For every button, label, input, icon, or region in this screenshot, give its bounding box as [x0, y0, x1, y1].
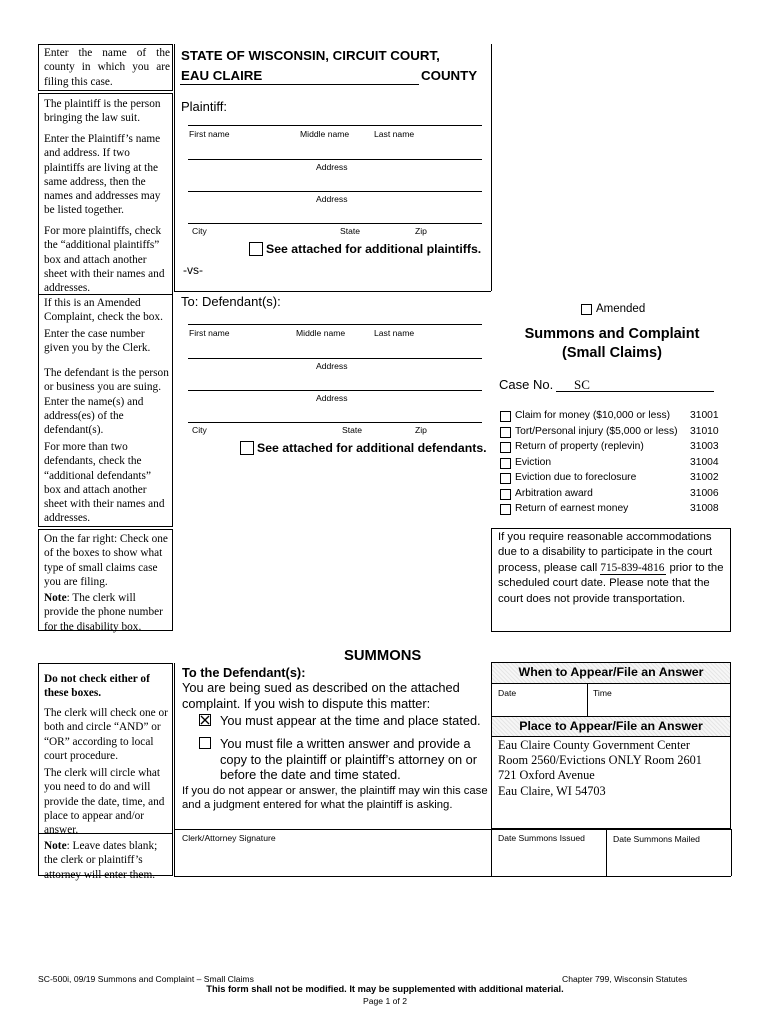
signature-far-right-border — [731, 829, 732, 876]
header-right-border — [491, 44, 492, 291]
defendant-address-label-1: Address — [316, 361, 348, 371]
county-underline — [180, 84, 419, 85]
defendant-address-label-2: Address — [316, 393, 348, 403]
plaintiff-heading: Plaintiff: — [181, 99, 228, 114]
date-issued-label: Date Summons Issued — [498, 833, 585, 843]
defendant-first-name-label: First name — [189, 328, 230, 338]
summons-left-border — [174, 663, 175, 876]
statute: Chapter 799, Wisconsin Statutes — [562, 974, 688, 984]
case-type-checkbox[interactable] — [500, 411, 511, 422]
defendant-city-label: City — [192, 425, 207, 435]
case-type-label: Arbitration award — [515, 487, 593, 499]
amended-checkbox[interactable] — [581, 304, 592, 315]
date-mailed-label: Date Summons Mailed — [613, 834, 700, 844]
form-title-line2: (Small Claims) — [562, 345, 662, 361]
answer-option-label: You must file a written answer and provide a copy to the plaintiff or plaintiff’s attorney on or before the date and time stated. — [220, 736, 478, 782]
plaintiff-city-line[interactable] — [188, 223, 482, 224]
place-heading-divider — [491, 736, 731, 737]
case-type-checkbox[interactable] — [500, 442, 511, 453]
appear-option-checkbox[interactable] — [199, 714, 211, 726]
defendant-address-line-2[interactable] — [188, 390, 482, 391]
instruction-far-right: On the far right: Check one of the boxes to show what type of small claims case you are filing. — [44, 533, 168, 588]
case-type-label: Claim for money ($10,000 or less) — [515, 410, 671, 421]
appear-option-label: You must appear at the time and place stated. — [220, 713, 481, 728]
defendant-middle-name-label: Middle name — [296, 328, 346, 338]
plaintiff-city-label: City — [192, 226, 207, 236]
plaintiff-first-name-label: First name — [189, 129, 230, 139]
place-address-line: 721 Oxford Avenue — [498, 768, 595, 783]
instruction-clerk-circle: The clerk will circle what you need to do and will provide the date, time, and place to appear and/or answer. — [44, 767, 165, 837]
instruction-note-dates — [44, 839, 170, 882]
case-type-code: 31002 — [690, 472, 719, 483]
signature-right-border — [491, 829, 492, 876]
place-address — [498, 738, 730, 799]
date-time-divider — [587, 683, 588, 716]
plaintiff-address-label-1: Address — [316, 162, 348, 172]
case-type-code: 31006 — [690, 487, 719, 499]
summons-heading: SUMMONS — [344, 648, 422, 664]
when-heading: When to Appear/File an Answer — [518, 665, 704, 679]
accommodation-text-2: prior to the scheduled court date. Please note that the court does not provide transportation. — [498, 561, 724, 605]
instruction-county: Enter the name of the county in which you are filing this case. — [44, 47, 170, 88]
place-address-line: Eau Claire, WI 54703 — [498, 783, 606, 798]
note-dates-text: : Leave dates blank; the clerk or plaintiff’s attorney will enter them. — [44, 840, 158, 881]
plaintiff-address-label-2: Address — [316, 194, 348, 204]
to-defendants-heading: To the Defendant(s): — [182, 665, 306, 680]
court-title: STATE OF WISCONSIN, CIRCUIT COURT, — [181, 48, 440, 63]
case-type-label: Eviction due to foreclosure — [515, 472, 637, 483]
signature-label: Clerk/Attorney Signature — [182, 833, 276, 843]
instruction-note-phone — [44, 591, 170, 634]
case-type-label: Tort/Personal injury ($5,000 or less) — [515, 425, 678, 437]
defendant-last-name-label: Last name — [374, 328, 415, 338]
defendant-heading: To: Defendant(s): — [181, 294, 281, 309]
case-type-code: 31003 — [690, 441, 719, 452]
instruction-case-number: Enter the case number given you by the Clerk. — [44, 328, 151, 355]
case-no-value[interactable]: SC — [574, 377, 590, 392]
amended-label: Amended — [596, 303, 646, 315]
county-name: EAU CLAIRE — [181, 68, 263, 83]
note-phone-text: : The clerk will provide the phone number for the disability box. — [44, 592, 163, 633]
plaintiff-zip-label: Zip — [415, 226, 427, 236]
defendant-address-line-1[interactable] — [188, 358, 482, 359]
place-address-line: Eau Claire County Government Center — [498, 738, 690, 752]
defendant-zip-label: Zip — [415, 425, 427, 435]
case-type-code: 31008 — [690, 503, 719, 514]
instruction-clerk-check: The clerk will check one or both and circle “AND” or “OR” according to local court procedure. — [44, 707, 168, 762]
instruction-divider — [38, 294, 173, 295]
case-type-checkbox[interactable] — [500, 504, 511, 515]
instruction-plaintiff-3: For more plaintiffs, check the “additional plaintiffs” box and attach another sheet with their names and addresses. — [44, 225, 165, 295]
checkmark-x-icon — [200, 715, 210, 725]
vs-label: -vs- — [183, 263, 203, 277]
signature-bottom-line — [174, 876, 731, 877]
summons-warning: If you do not appear or answer, the plaintiff may win this case and a judgment entered for what the plaintiff is asking. — [182, 785, 488, 811]
case-type-code: 31001 — [690, 410, 719, 421]
plaintiff-address-line-2[interactable] — [188, 191, 482, 192]
defendant-state-label: State — [342, 425, 363, 435]
case-type-code: 31004 — [690, 456, 719, 468]
instruction-amended: If this is an Amended Complaint, check the box. — [44, 297, 163, 324]
case-no-underline — [556, 391, 714, 392]
page-number: Page 1 of 2 — [363, 996, 407, 1006]
case-type-label: Return of earnest money — [515, 503, 629, 514]
note-dates-label: Note — [44, 840, 67, 852]
case-type-checkbox[interactable] — [500, 458, 511, 469]
plaintiff-state-label: State — [340, 226, 361, 236]
when-heading-divider — [491, 683, 731, 684]
plaintiff-last-name-label: Last name — [374, 129, 415, 139]
instruction-defendant-1: The defendant is the person or business you are suing. Enter the name(s) and address(es) of the defendant(s). — [44, 367, 169, 437]
case-type-checkbox[interactable] — [500, 427, 511, 438]
defendant-section-divider — [174, 291, 491, 292]
defendant-name-line[interactable] — [188, 324, 482, 325]
instruction-plaintiff-1: The plaintiff is the person bringing the law suit. — [44, 98, 161, 125]
additional-defendants-label: See attached for additional defendants. — [257, 441, 487, 455]
additional-defendants-checkbox[interactable] — [240, 441, 254, 455]
disability-phone[interactable]: 715-839-4816 — [600, 561, 665, 574]
signature-top-line — [174, 829, 731, 830]
answer-option-checkbox[interactable] — [199, 737, 211, 749]
accommodation-text-1: If you require reasonable accommodations due to a disability to participate in the court process, please call — [498, 531, 713, 574]
being-sued-text: You are being sued as described on the attached complaint. If you wish to dispute this matter: — [182, 680, 460, 711]
date-issued-divider — [606, 829, 607, 876]
place-address-line: Room 2560/Evictions ONLY Room 2601 — [498, 753, 702, 768]
form-notice: This form shall not be modified. It may be supplemented with additional material. — [206, 984, 564, 994]
place-heading: Place to Appear/File an Answer — [519, 719, 703, 733]
additional-plaintiffs-label: See attached for additional plaintiffs. — [266, 242, 482, 256]
case-type-label: Eviction — [515, 456, 552, 468]
appear-date-label: Date — [498, 688, 517, 698]
additional-plaintiffs-checkbox[interactable] — [249, 242, 263, 256]
county-label: COUNTY — [421, 68, 478, 83]
defendant-city-line[interactable] — [188, 422, 482, 423]
instruction-no-check: Do not check either of these boxes. — [44, 673, 150, 700]
appear-time-label: Time — [593, 688, 612, 698]
case-no-label: Case No. — [499, 377, 554, 392]
instruction-plaintiff-2: Enter the Plaintiff’s name and address. If two plaintiffs are living at the same address, then the names and addresses may be listed together. — [44, 133, 161, 217]
form-id: SC-500i, 09/19 Summons and Complaint – Small Claims — [38, 974, 254, 984]
plaintiff-name-line[interactable] — [188, 125, 482, 126]
plaintiff-address-line-1[interactable] — [188, 159, 482, 160]
case-type-label: Return of property (replevin) — [515, 441, 644, 452]
header-left-border — [174, 44, 175, 291]
instruction-defendant-2: For more than two defendants, check the “additional defendants” box and attach another sheet with their names and addresses. — [44, 441, 165, 525]
form-title-line1: Summons and Complaint — [524, 326, 700, 342]
note-label: Note — [44, 592, 67, 604]
instruction-bottom-divider — [38, 833, 173, 834]
plaintiff-middle-name-label: Middle name — [300, 129, 350, 139]
case-type-checkbox[interactable] — [500, 489, 511, 500]
case-type-checkbox[interactable] — [500, 473, 511, 484]
accommodation-text — [498, 530, 730, 607]
case-type-code: 31010 — [690, 425, 719, 437]
